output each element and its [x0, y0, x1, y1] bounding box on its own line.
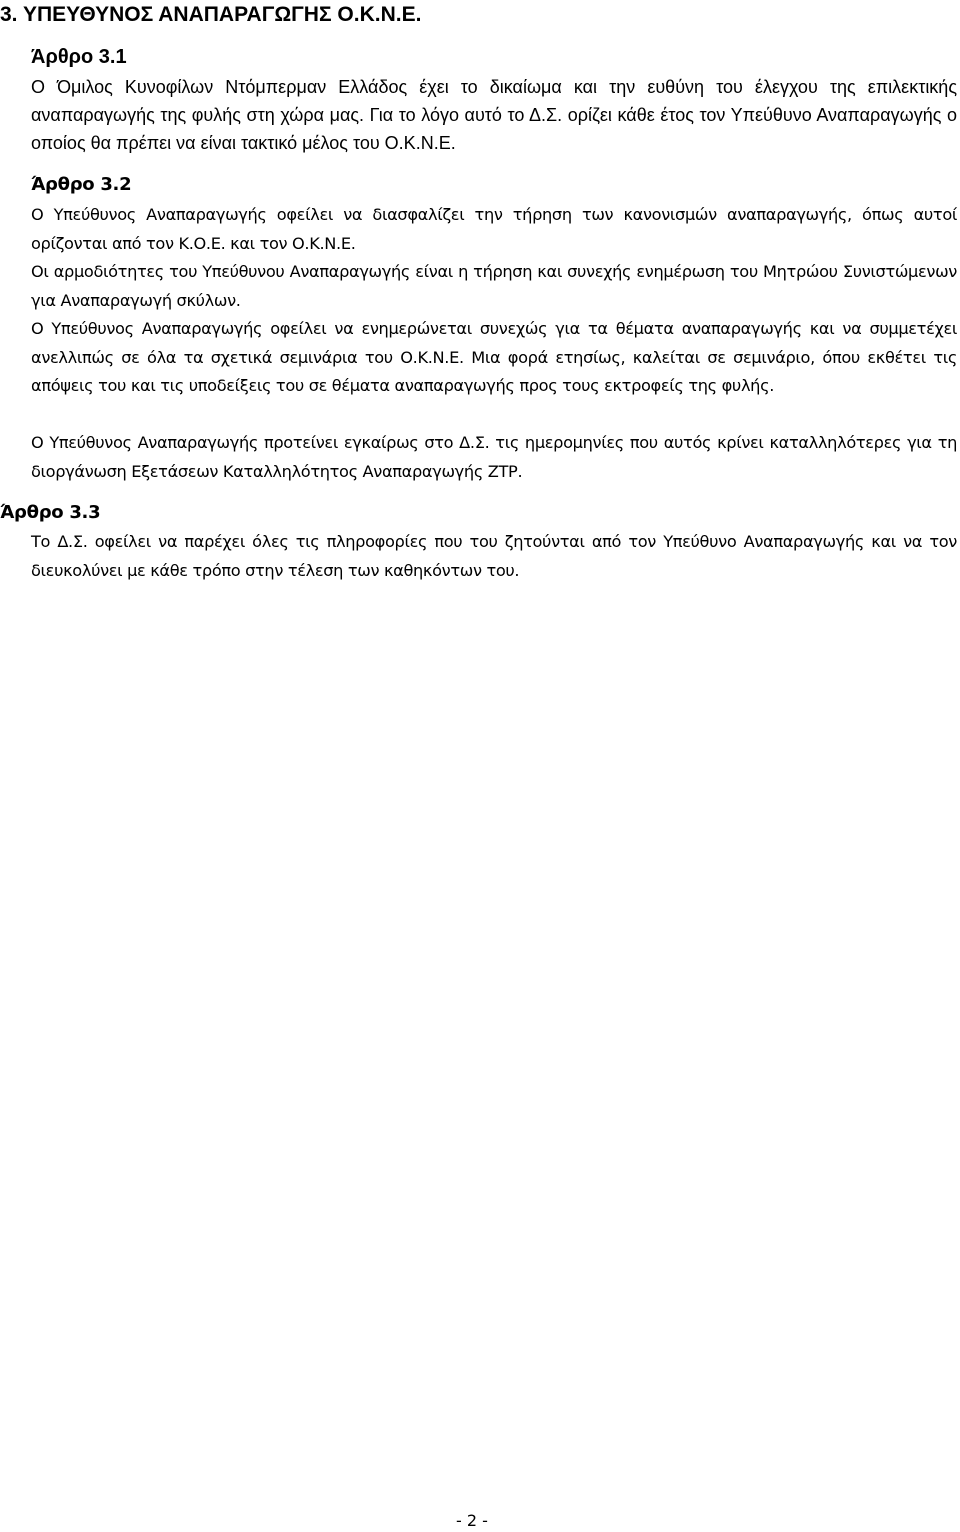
article-title-3-2: Άρθρο 3.2: [31, 174, 132, 195]
article-3-1-paragraph-1: Ο Όμιλος Κυνοφίλων Ντόμπερμαν Ελλάδος έχει το δικαίωμα και την ευθύνη του έλεγχου της επιλεκτικής αναπαραγωγής της φυλής στη χώρα μας. Για το λόγο αυτό το Δ.Σ. ορίζει κάθε έτος τον Υπεύθυνο Αναπαραγωγής ο οποίος θα πρέπει να είναι τακτικό μέλος του Ο.Κ.Ν.Ε.: [31, 77, 957, 153]
article-3-2-paragraph-4: Ο Υπεύθυνος Αναπαραγωγής προτείνει εγκαίρως στο Δ.Σ. τις ημερομηνίες που αυτός κρίνει καταλληλότερες για τη διοργάνωση Εξετάσεων Καταλληλότητος Αναπαραγωγής ΖΤΡ.: [31, 433, 957, 481]
page-number: - 2 -: [456, 1511, 488, 1530]
article-3-2-paragraph-2: Οι αρμοδιότητες του Υπεύθυνου Αναπαραγωγής είναι η τήρηση και συνεχής ενημέρωση του Μητρώου Συνιστώμενων για Αναπαραγωγή σκύλων.: [31, 262, 957, 310]
article-title-3-3: Άρθρο 3.3: [0, 502, 101, 523]
article-3-2-paragraph-3: Ο Υπεύθυνος Αναπαραγωγής οφείλει να ενημερώνεται συνεχώς για τα θέματα αναπαραγωγής και να συμμετέχει ανελλιπώς σε όλα τα σχετικά σεμινάρια του Ο.Κ.Ν.Ε. Μια φορά ετησίως, καλείται σε σεμινάριο, όπου εκθέτει τις απόψεις του και τις υποδείξεις του σε θέματα αναπαραγωγής προς τους εκτροφείς της φυλής.: [31, 319, 957, 395]
article-3-3-paragraph-1: Το Δ.Σ. οφείλει να παρέχει όλες τις πληροφορίες που του ζητούνται από τον Υπεύθυνο Αναπαραγωγής και να τον διευκολύνει με κάθε τρόπο στην τέλεση των καθηκόντων του.: [31, 532, 957, 580]
article-title-3-1: Άρθρο 3.1: [31, 46, 127, 68]
article-3-2-paragraph-1: Ο Υπεύθυνος Αναπαραγωγής οφείλει να διασφαλίζει την τήρηση των κανονισμών αναπαραγωγής, όπως αυτοί ορίζονται από τον Κ.Ο.Ε. και τον Ο.Κ.Ν.Ε.: [31, 205, 957, 253]
section-title: 3. ΥΠΕΥΘΥΝΟΣ ΑΝΑΠΑΡΑΓΩΓΗΣ Ο.Κ.Ν.Ε.: [0, 3, 422, 26]
